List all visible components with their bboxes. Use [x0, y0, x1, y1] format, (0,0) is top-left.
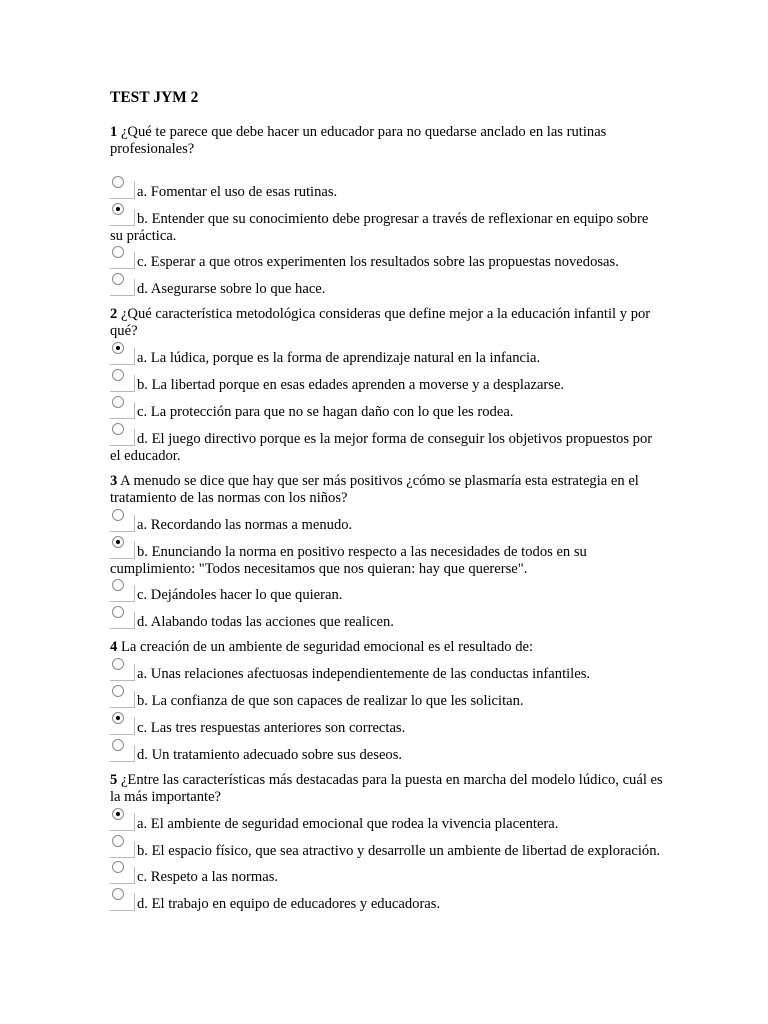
option-b[interactable]: [110, 375, 665, 394]
question-5: [110, 772, 665, 913]
radio-button[interactable]: [112, 369, 124, 381]
option-label: a. La lúdica, porque es la forma de aprendizaje natural en la infancia.: [137, 350, 541, 366]
radio-button[interactable]: [112, 861, 124, 873]
question-text: [110, 306, 665, 340]
radio-cell[interactable]: [110, 209, 135, 226]
option-c[interactable]: [110, 252, 665, 271]
question-3: [110, 473, 665, 631]
option-label: a. Recordando las normas a menudo.: [137, 517, 353, 533]
option-label: d. El juego directivo porque es la mejor forma de conseguir los objetivos propuestos por el educador.: [110, 431, 653, 464]
option-label: c. Las tres respuestas anteriores son correctas.: [137, 720, 406, 736]
radio-button-selected[interactable]: [112, 342, 124, 354]
question-number: 1: [110, 124, 118, 140]
radio-cell[interactable]: [110, 402, 135, 419]
radio-cell[interactable]: [110, 612, 135, 629]
radio-button[interactable]: [112, 835, 124, 847]
radio-button[interactable]: [112, 509, 124, 521]
question-text: [110, 772, 665, 806]
page-title: TEST JYM 2: [110, 89, 199, 106]
question-number: 3: [110, 473, 118, 489]
question-prompt: ¿Qué te parece que debe hacer un educador para no quedarse anclado en las rutinas profesionales?: [110, 124, 607, 157]
radio-cell[interactable]: [110, 542, 135, 559]
radio-cell[interactable]: [110, 841, 135, 858]
option-d[interactable]: [110, 279, 665, 298]
option-a[interactable]: [110, 664, 665, 683]
option-label: a. Fomentar el uso de esas rutinas.: [137, 184, 338, 200]
option-label: c. Esperar a que otros experimenten los resultados sobre las propuestas novedosas.: [137, 254, 619, 270]
option-d[interactable]: [110, 429, 665, 465]
radio-button[interactable]: [112, 423, 124, 435]
radio-button[interactable]: [112, 579, 124, 591]
option-b[interactable]: [110, 209, 665, 245]
radio-cell[interactable]: [110, 182, 135, 199]
option-c[interactable]: [110, 718, 665, 737]
option-d[interactable]: [110, 612, 665, 631]
question-number: 5: [110, 772, 118, 788]
radio-button[interactable]: [112, 685, 124, 697]
radio-cell[interactable]: [110, 515, 135, 532]
radio-cell[interactable]: [110, 867, 135, 884]
radio-button[interactable]: [112, 606, 124, 618]
radio-button-selected[interactable]: [112, 203, 124, 215]
question-prompt: La creación de un ambiente de seguridad emocional es el resultado de:: [120, 639, 534, 655]
question-text: [110, 124, 665, 158]
radio-cell[interactable]: [110, 375, 135, 392]
radio-cell[interactable]: [110, 718, 135, 735]
option-label: b. Enunciando la norma en positivo respecto a las necesidades de todos en su cumplimiento: "Todos necesitamos que nos quieran: hay que quererse".: [110, 544, 587, 577]
radio-cell[interactable]: [110, 585, 135, 602]
radio-cell[interactable]: [110, 894, 135, 911]
radio-cell[interactable]: [110, 814, 135, 831]
radio-button[interactable]: [112, 273, 124, 285]
question-prompt: ¿Qué característica metodológica consideras que define mejor a la educación infantil y por qué?: [110, 306, 651, 339]
radio-cell[interactable]: [110, 745, 135, 762]
question-number: 4: [110, 639, 118, 655]
option-label: d. Asegurarse sobre lo que hace.: [137, 281, 326, 297]
option-label: b. La confianza de que son capaces de realizar lo que les solicitan.: [137, 693, 524, 709]
option-d[interactable]: [110, 745, 665, 764]
question-1: [110, 124, 665, 298]
radio-button[interactable]: [112, 658, 124, 670]
option-c[interactable]: [110, 867, 665, 886]
option-label: b. Entender que su conocimiento debe progresar a través de reflexionar en equipo sobre su práctica.: [110, 211, 649, 244]
radio-button-selected[interactable]: [112, 536, 124, 548]
option-a[interactable]: [110, 814, 665, 833]
radio-button[interactable]: [112, 739, 124, 751]
option-b[interactable]: [110, 542, 665, 578]
question-prompt: A menudo se dice que hay que ser más positivos ¿cómo se plasmaría esta estrategia en el tratamiento de las normas con los niños?: [110, 473, 639, 506]
option-label: d. El trabajo en equipo de educadores y educadoras.: [137, 896, 441, 912]
option-label: c. La protección para que no se hagan daño con lo que les rodea.: [137, 404, 514, 420]
option-label: c. Respeto a las normas.: [137, 869, 279, 885]
radio-button[interactable]: [112, 246, 124, 258]
radio-cell[interactable]: [110, 348, 135, 365]
option-label: c. Dejándoles hacer lo que quieran.: [137, 587, 343, 603]
question-text: [110, 639, 665, 656]
option-label: d. Un tratamiento adecuado sobre sus deseos.: [137, 747, 403, 763]
radio-button-selected[interactable]: [112, 712, 124, 724]
option-label: b. El espacio físico, que sea atractivo y desarrolle un ambiente de libertad de exploración.: [137, 843, 661, 859]
option-a[interactable]: [110, 348, 665, 367]
question-4: [110, 639, 665, 764]
option-a[interactable]: [110, 182, 665, 201]
radio-button-selected[interactable]: [112, 808, 124, 820]
question-prompt: ¿Entre las características más destacadas para la puesta en marcha del modelo lúdico, cuál es la más importante?: [110, 772, 663, 805]
option-d[interactable]: [110, 894, 665, 913]
option-label: d. Alabando todas las acciones que realicen.: [137, 614, 394, 630]
question-2: [110, 306, 665, 465]
option-label: a. Unas relaciones afectuosas independientemente de las conductas infantiles.: [137, 666, 591, 682]
radio-button[interactable]: [112, 176, 124, 188]
option-label: b. La libertad porque en esas edades aprenden a moverse y a desplazarse.: [137, 377, 565, 393]
radio-cell[interactable]: [110, 691, 135, 708]
radio-cell[interactable]: [110, 279, 135, 296]
radio-button[interactable]: [112, 396, 124, 408]
option-b[interactable]: [110, 691, 665, 710]
option-a[interactable]: [110, 515, 665, 534]
question-text: [110, 473, 665, 507]
radio-cell[interactable]: [110, 252, 135, 269]
radio-cell[interactable]: [110, 664, 135, 681]
option-b[interactable]: [110, 841, 665, 860]
radio-cell[interactable]: [110, 429, 135, 446]
option-c[interactable]: [110, 585, 665, 604]
option-label: a. El ambiente de seguridad emocional que rodea la vivencia placentera.: [137, 816, 559, 832]
question-number: 2: [110, 306, 118, 322]
radio-button[interactable]: [112, 888, 124, 900]
option-c[interactable]: [110, 402, 665, 421]
